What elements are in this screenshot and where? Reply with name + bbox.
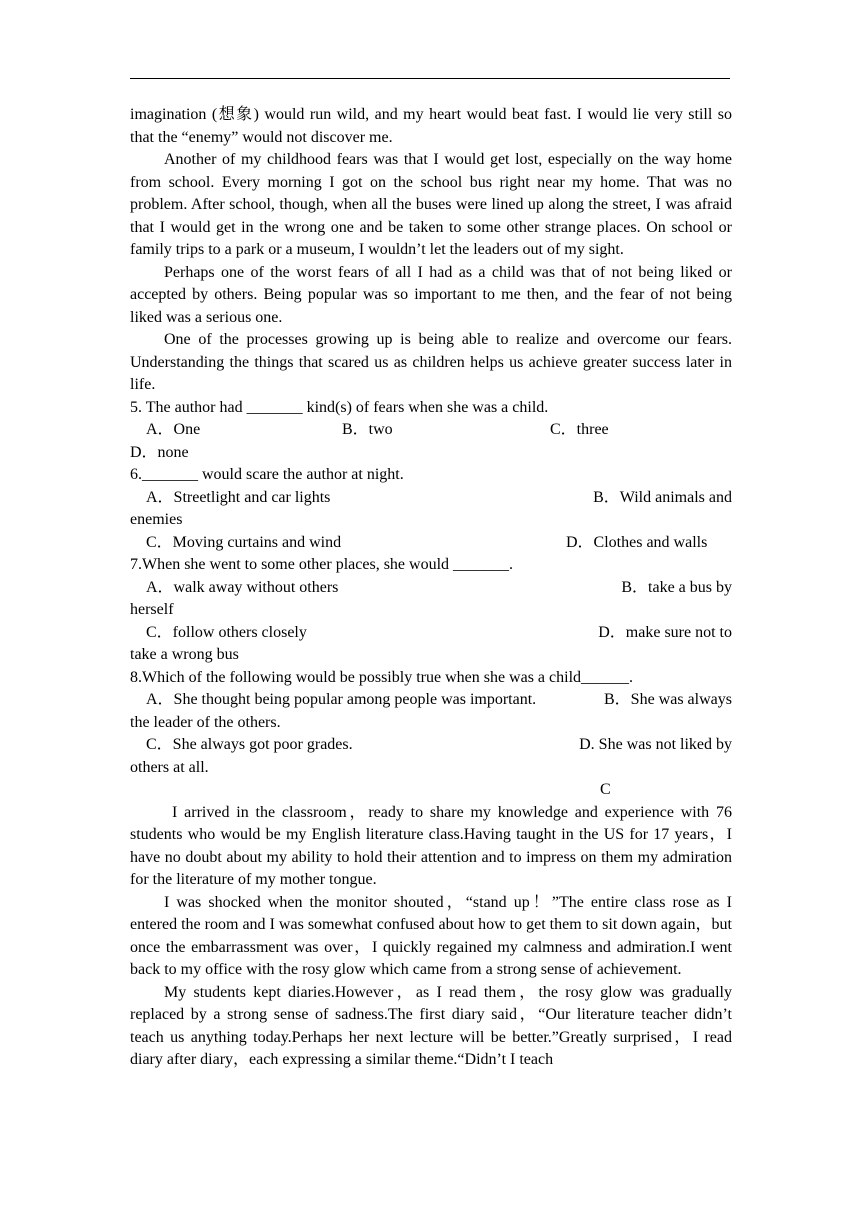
question-7-options bbox=[130, 577, 732, 600]
question-5-options bbox=[130, 419, 732, 442]
question-7-stem: 7.When she went to some other places, she would _______. bbox=[130, 556, 514, 573]
question-8-stem: 8.Which of the following would be possibly true when she was a child______. bbox=[130, 668, 634, 686]
passage-paragraph: I was shocked when the monitor shouted，“stand up！”The entire class rose as I entered the room and I was somewhat confused about how to get them to sit down again，but once the embarrassment was over，I quickly regained my calmness and admiration.I went back to my office with the rosy glow which came from a strong sense of achievement. bbox=[130, 893, 732, 978]
option-c: C．Moving curtains and wind bbox=[146, 533, 342, 551]
passage-paragraph: My students kept diaries.However，as I read them，the rosy glow was gradually replaced by a strong sense of sadness.The first diary said，“Our literature teacher didn’t teach us anything today.Perhaps her next lecture will be better.”Greatly surprised，I read diary after diary，each expressing a similar theme.“Didn’t I teach bbox=[130, 983, 732, 1068]
passage-paragraph: Another of my childhood fears was that I would get lost, especially on the way home from school. Every morning I got on the school bus right near my home. That was no problem. After school, though, when all the buses were lined up along the street, I was afraid that I would get in the wrong one and be taken to some other strange places. On school or family trips to a park or a museum, I wouldn’t let the leaders out of my sight. bbox=[130, 151, 732, 258]
passage-paragraph: I arrived in the classroom，ready to share my knowledge and experience with 76 students who would be my English literature class.Having taught in the US for 17 years，I have no doubt about my ability to hold their attention and to impress on them my admiration for the literature of my mother tongue. bbox=[130, 803, 732, 888]
option-b: B．take a bus by bbox=[621, 578, 732, 596]
option-b-continuation: enemies bbox=[130, 511, 183, 528]
option-b: B．Wild animals and bbox=[593, 488, 732, 506]
passage-paragraph: Perhaps one of the worst fears of all I had as a child was that of not being liked or accepted by others. Being popular was so important to me then, and the fear of not being liked was a serious one. bbox=[130, 263, 732, 326]
option-c: C．follow others closely bbox=[146, 623, 307, 641]
option-a: A．walk away without others bbox=[146, 578, 339, 596]
option-d: D．Clothes and walls bbox=[566, 533, 708, 551]
document-body bbox=[130, 104, 732, 1072]
option-b: B．She was always bbox=[604, 691, 732, 708]
option-b-continuation: the leader of the others. bbox=[130, 713, 281, 731]
option-a: A．Streetlight and car lights bbox=[146, 488, 331, 506]
option-d: D. She was not liked by bbox=[579, 736, 732, 753]
option-d-continuation: others at all. bbox=[130, 758, 209, 776]
option-d-continuation: take a wrong bus bbox=[130, 646, 239, 663]
passage-paragraph: imagination (想象) would run wild, and my heart would beat fast. I would lie very still so that the “enemy” would not discover me. bbox=[130, 106, 732, 146]
option-a: A．One bbox=[146, 421, 201, 438]
section-label: C bbox=[600, 781, 611, 798]
option-d: D．none bbox=[130, 443, 189, 461]
question-8-options bbox=[130, 689, 732, 712]
option-b: B．two bbox=[342, 421, 393, 438]
option-c: C．She always got poor grades. bbox=[146, 736, 353, 753]
question-5-stem: 5. The author had _______ kind(s) of fears when she was a child. bbox=[130, 398, 549, 416]
question-6-stem: 6._______ would scare the author at night. bbox=[130, 466, 404, 483]
question-6-options bbox=[130, 487, 732, 510]
option-a: A．She thought being popular among people was important. bbox=[146, 691, 537, 708]
header-rule bbox=[130, 78, 730, 79]
option-b-continuation: herself bbox=[130, 601, 174, 618]
passage-paragraph: One of the processes growing up is being able to realize and overcome our fears. Understanding the things that scared us as children helps us achieve greater success later in life. bbox=[130, 331, 732, 393]
option-d: D．make sure not to bbox=[598, 623, 732, 641]
option-c: C．three bbox=[550, 421, 609, 438]
